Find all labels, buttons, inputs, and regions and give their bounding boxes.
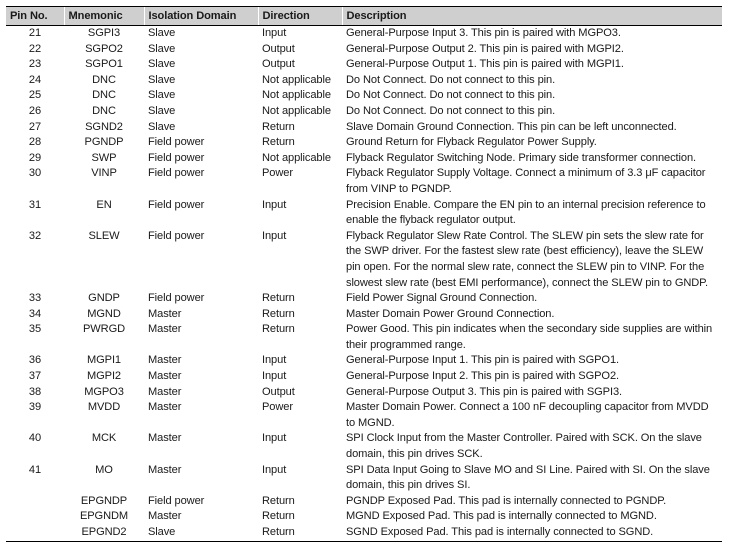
cell-isolation-domain: Field power: [148, 151, 205, 164]
cell-isolation-domain: Master: [148, 354, 182, 367]
cell-pin-no: [6, 494, 64, 510]
cell-mnemonic: EN: [96, 198, 112, 211]
cell-isolation-domain: Master: [148, 463, 182, 476]
cell-description: Field Power Signal Ground Connection.: [346, 292, 538, 305]
cell-description: Do Not Connect. Do not connect to this pin.: [346, 104, 556, 117]
cell-description: PGNDP Exposed Pad. This pad is internally connected to PGNDP.: [346, 494, 667, 507]
cell-isolation-domain: Slave: [148, 89, 176, 102]
table-row: [6, 385, 722, 401]
cell-direction: Power: [262, 401, 293, 414]
cell-mnemonic: SGPI3: [87, 27, 121, 39]
cell-pin-no: 23: [28, 58, 42, 71]
cell-pin-no: 30: [28, 167, 42, 180]
header-row: [6, 7, 722, 26]
cell-description: General-Purpose Input 3. This pin is paired with MGPO3.: [346, 27, 621, 39]
table-row: [6, 166, 722, 197]
cell-description: SPI Data Input Going to Slave MO and SI Line. Paired with SI. On the slave domain, this pin drives SI.: [346, 463, 710, 492]
cell-pin-no: 35: [28, 323, 42, 336]
cell-pin-no: 33: [28, 292, 42, 305]
cell-pin-no: 28: [28, 136, 42, 149]
cell-description: Do Not Connect. Do not connect to this pin.: [346, 73, 556, 86]
cell-direction: Return: [262, 307, 295, 320]
cell-direction: Return: [262, 323, 295, 336]
cell-isolation-domain: Field power: [148, 136, 205, 149]
cell-description: General-Purpose Input 2. This pin is paired with SGPO2.: [346, 370, 620, 383]
cell-direction: Not applicable: [262, 73, 331, 86]
cell-pin-no: 32: [28, 229, 42, 242]
table-row: [6, 120, 722, 136]
header-direction: Direction: [258, 7, 342, 26]
cell-pin-no: 22: [28, 42, 42, 55]
cell-isolation-domain: Master: [148, 510, 182, 523]
table-row: [6, 229, 722, 291]
cell-description: General-Purpose Output 2. This pin is paired with MGPI2.: [346, 42, 624, 55]
cell-pin-no: 26: [28, 104, 42, 117]
table-row: [6, 57, 722, 73]
table-row: [6, 307, 722, 323]
pin-function-table: [6, 6, 722, 542]
cell-direction: Input: [262, 27, 287, 39]
cell-pin-no: [6, 509, 64, 525]
header-description: Description: [342, 7, 722, 26]
table-row: [6, 135, 722, 151]
cell-pin-no: 38: [28, 385, 42, 398]
cell-isolation-domain: Slave: [148, 104, 176, 117]
table-row: [6, 198, 722, 229]
cell-pin-no: 39: [28, 401, 42, 414]
cell-mnemonic: SGPO1: [85, 58, 123, 71]
cell-mnemonic: DNC: [92, 89, 116, 102]
cell-mnemonic: MGPO3: [84, 385, 124, 398]
cell-isolation-domain: Slave: [148, 120, 176, 133]
cell-direction: Return: [262, 494, 295, 507]
cell-direction: Output: [262, 42, 295, 55]
cell-description: Master Domain Power Ground Connection.: [346, 307, 555, 320]
table-row: [6, 104, 722, 120]
cell-isolation-domain: Master: [148, 401, 182, 414]
cell-mnemonic: SGND2: [85, 120, 123, 133]
cell-mnemonic: VINP: [91, 167, 117, 180]
cell-mnemonic: MCK: [91, 432, 117, 445]
table-body: [6, 26, 722, 542]
table-row: [6, 509, 722, 525]
cell-isolation-domain: Master: [148, 432, 182, 445]
cell-description: MGND Exposed Pad. This pad is internally connected to MGND.: [346, 510, 657, 523]
cell-pin-no: 25: [28, 89, 42, 102]
cell-description: General-Purpose Output 1. This pin is paired with MGPI1.: [346, 58, 624, 71]
cell-description: Power Good. This pin indicates when the secondary side supplies are within their programmed range.: [346, 323, 713, 351]
cell-isolation-domain: Master: [148, 385, 182, 398]
cell-direction: Return: [258, 525, 342, 541]
cell-direction: Not applicable: [262, 151, 331, 164]
cell-mnemonic: SGPO2: [85, 42, 123, 55]
table-row: [6, 73, 722, 89]
cell-isolation-domain: Master: [148, 307, 182, 320]
cell-mnemonic: PWRGD: [82, 323, 126, 336]
cell-pin-no: 37: [28, 370, 42, 383]
cell-pin-no: 29: [28, 151, 42, 164]
cell-mnemonic: MGPI2: [86, 370, 122, 383]
cell-direction: Input: [262, 354, 287, 367]
table-row: [6, 369, 722, 385]
cell-direction: Power: [262, 167, 293, 180]
cell-isolation-domain: Slave: [148, 27, 176, 39]
cell-pin-no: [6, 525, 64, 541]
cell-isolation-domain: Master: [148, 370, 182, 383]
cell-isolation-domain: Master: [148, 323, 182, 336]
table-row: [6, 525, 722, 541]
cell-isolation-domain: Slave: [148, 73, 176, 86]
header-isolation-domain: Isolation Domain: [144, 7, 258, 26]
cell-direction: Input: [262, 198, 287, 211]
cell-direction: Input: [262, 229, 287, 242]
cell-pin-no: 34: [28, 307, 42, 320]
table-row: [6, 26, 722, 42]
table-row: [6, 463, 722, 494]
cell-mnemonic: EPGNDM: [79, 510, 129, 523]
table-row: [6, 353, 722, 369]
cell-description: General-Purpose Input 1. This pin is paired with SGPO1.: [346, 354, 620, 367]
cell-direction: Not applicable: [262, 104, 331, 117]
cell-mnemonic: PGNDP: [84, 136, 124, 149]
cell-description: Flyback Regulator Switching Node. Primary side transformer connection.: [346, 151, 696, 164]
table-header: [6, 7, 722, 26]
cell-isolation-domain: Slave: [148, 58, 176, 71]
cell-isolation-domain: Field power: [148, 229, 205, 242]
cell-mnemonic: MO: [95, 463, 113, 476]
cell-direction: Return: [262, 120, 295, 133]
cell-direction: Return: [262, 510, 295, 523]
cell-description: SGND Exposed Pad. This pad is internally connected to SGND.: [342, 525, 722, 541]
table-row: [6, 494, 722, 510]
cell-direction: Output: [262, 58, 295, 71]
cell-description: Slave Domain Ground Connection. This pin can be left unconnected.: [346, 120, 677, 133]
cell-description: SPI Clock Input from the Master Controller. Paired with SCK. On the slave domain, this pin drives SCK.: [346, 432, 702, 461]
cell-isolation-domain: Field power: [148, 494, 205, 507]
cell-isolation-domain: Slave: [144, 525, 258, 541]
table-row: [6, 42, 722, 58]
cell-description: Flyback Regulator Supply Voltage. Connect a minimum of 3.3 μF capacitor from VINP to PGNDP.: [346, 167, 706, 195]
cell-mnemonic: GNDP: [88, 292, 120, 305]
cell-mnemonic: MVDD: [87, 401, 121, 414]
cell-pin-no: 41: [28, 463, 42, 476]
cell-mnemonic: EPGND2: [64, 525, 144, 541]
cell-mnemonic: MGPI1: [86, 354, 122, 367]
table-row: [6, 151, 722, 167]
header-mnemonic: Mnemonic: [64, 7, 144, 26]
table-row: [6, 88, 722, 104]
cell-mnemonic: EPGNDP: [80, 494, 128, 507]
cell-direction: Return: [262, 292, 295, 305]
cell-pin-no: 27: [28, 120, 42, 133]
cell-isolation-domain: Field power: [148, 292, 205, 305]
table-row: [6, 322, 722, 353]
cell-pin-no: 36: [28, 354, 42, 367]
cell-direction: Not applicable: [262, 89, 331, 102]
cell-mnemonic: SLEW: [88, 229, 120, 242]
cell-description: Master Domain Power. Connect a 100 nF decoupling capacitor from MVDD to MGND.: [346, 401, 709, 429]
table-row: [6, 291, 722, 307]
cell-isolation-domain: Slave: [148, 42, 176, 55]
cell-pin-no: 21: [28, 27, 42, 39]
cell-pin-no: 24: [28, 73, 42, 86]
cell-description: Do Not Connect. Do not connect to this pin.: [346, 89, 556, 102]
table-row: [6, 400, 722, 431]
cell-description: Ground Return for Flyback Regulator Power Supply.: [346, 136, 597, 149]
cell-direction: Return: [262, 136, 295, 149]
cell-direction: Input: [262, 370, 287, 383]
cell-direction: Input: [262, 432, 287, 445]
cell-pin-no: 40: [28, 432, 42, 445]
cell-mnemonic: DNC: [92, 104, 116, 117]
cell-mnemonic: DNC: [92, 73, 116, 86]
cell-description: Flyback Regulator Slew Rate Control. The SLEW pin sets the slew rate for the SWP driver. For the fastest slew rate (best efficiency), leave the SLEW pin open. For the normal slew rate, connect the SLEW pin to VINP. For the slowest slew rate (best EMI performance), connect the SLEW pin to GNDP.: [346, 229, 709, 289]
pin-function-table-container: [6, 6, 722, 542]
cell-direction: Output: [262, 385, 295, 398]
cell-mnemonic: SWP: [91, 151, 117, 164]
cell-isolation-domain: Field power: [148, 167, 205, 180]
cell-pin-no: 31: [28, 198, 42, 211]
table-row: [6, 431, 722, 462]
cell-direction: Input: [262, 463, 287, 476]
cell-description: General-Purpose Output 3. This pin is paired with SGPI3.: [346, 385, 622, 398]
header-pin-no: Pin No.: [6, 7, 64, 26]
cell-isolation-domain: Field power: [148, 198, 205, 211]
cell-description: Precision Enable. Compare the EN pin to an internal precision reference to enable the flyback regulator output.: [346, 198, 706, 227]
cell-mnemonic: MGND: [87, 307, 121, 320]
